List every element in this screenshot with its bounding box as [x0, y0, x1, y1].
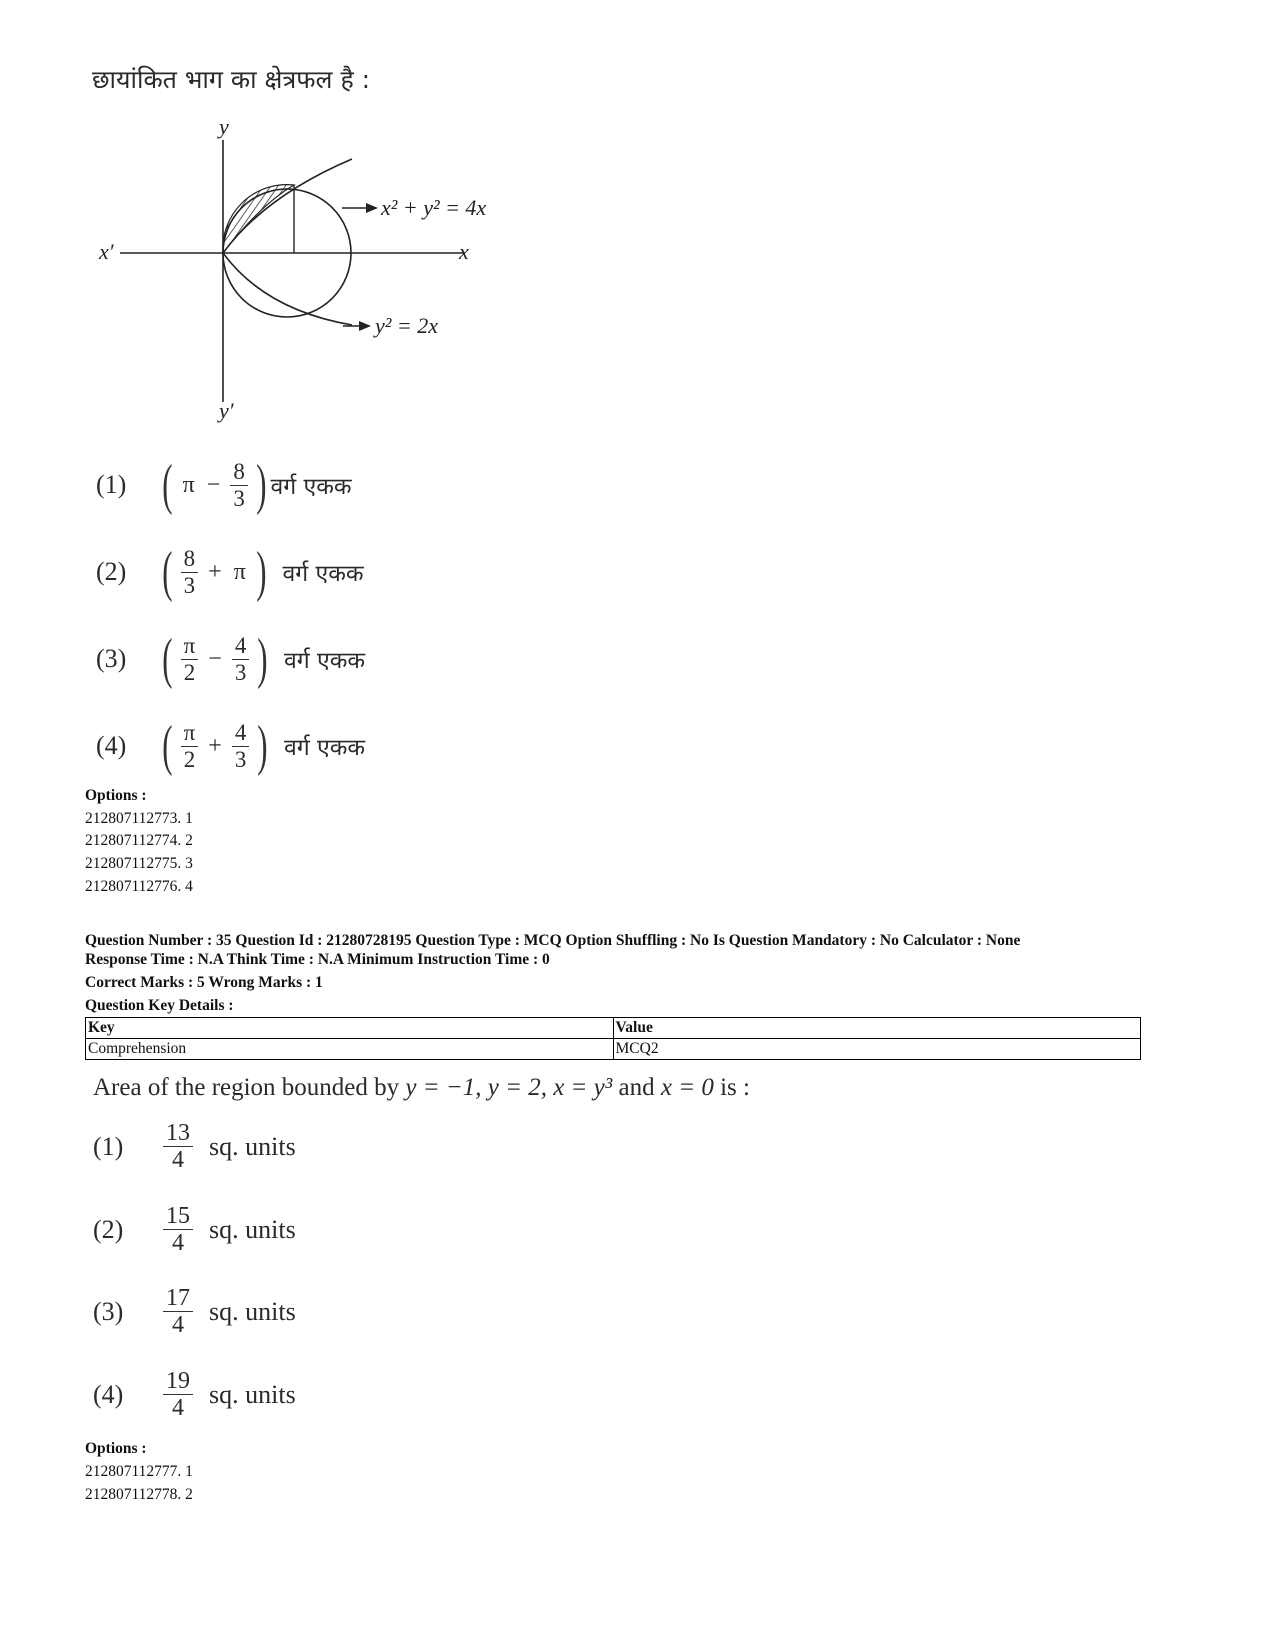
table-cell: Comprehension [86, 1039, 614, 1060]
question-prefix: Area of the region bounded by [93, 1074, 400, 1101]
option-operator: − [208, 645, 222, 672]
option-unit: वर्ग एकक [270, 474, 352, 500]
parabola-curve-lower [223, 253, 352, 325]
q35-option-id: 212807112778. 2 [85, 1486, 193, 1503]
q35-option-1 [93, 1120, 296, 1174]
option-unit: sq. units [209, 1214, 296, 1244]
table-row [86, 1039, 1141, 1060]
q34-options-label: Options : [85, 787, 147, 804]
q35-marks: Correct Marks : 5 Wrong Marks : 1 [85, 974, 323, 991]
fraction-numerator: 15 [163, 1203, 193, 1230]
q35-meta-line-1: Question Number : 35 Question Id : 21280728195 Question Type : MCQ Option Shuffling : No Is Question Mandatory : No Calculator : None [85, 932, 1021, 949]
fraction-denominator: 3 [183, 572, 196, 598]
table-cell: MCQ2 [613, 1039, 1141, 1060]
option-number: (1) [96, 470, 127, 499]
q34-option-id: 212807112776. 4 [85, 878, 193, 895]
fraction-numerator: 8 [181, 546, 199, 572]
fraction-numerator: π [181, 720, 199, 746]
fraction-denominator: 4 [172, 1395, 184, 1422]
option-term: π [233, 558, 246, 585]
x-prime-label: x′ [99, 239, 114, 264]
fraction-numerator: 4 [232, 720, 250, 746]
question-35-text [93, 1074, 750, 1102]
fraction-denominator: 2 [183, 746, 196, 772]
q35-option-3 [93, 1285, 296, 1339]
option-number: (2) [96, 557, 127, 586]
option-number: (2) [93, 1214, 124, 1244]
table-header-row [86, 1018, 1141, 1039]
option-number: (3) [93, 1296, 124, 1326]
key-details-table [85, 1017, 1141, 1060]
area-figure [95, 112, 555, 442]
fraction-denominator: 3 [234, 746, 247, 772]
q35-options-label: Options : [85, 1440, 147, 1457]
fraction-numerator: 19 [163, 1368, 193, 1395]
question-and: and [618, 1074, 655, 1101]
arrow-icon [366, 203, 378, 213]
q35-key-details-label: Question Key Details : [85, 997, 234, 1014]
option-unit: sq. units [209, 1131, 296, 1161]
option-number: (1) [93, 1131, 124, 1161]
option-number: (4) [93, 1379, 124, 1409]
q34-option-3: (3) ( $\frac{\pi}{2}$ − $\frac{4}{3}$ ) वर्ग एकक [96, 628, 366, 690]
fraction-denominator: 3 [233, 485, 245, 511]
fraction-denominator: 3 [234, 659, 247, 685]
fraction-numerator: π [181, 633, 199, 659]
option-operator: + [208, 558, 222, 585]
fraction-denominator: 2 [183, 659, 196, 685]
option-unit: sq. units [209, 1296, 296, 1326]
q34-option-4: (4) ( $\frac{\pi}{2}$ + $\frac{4}{3}$ ) वर्ग एकक [96, 715, 366, 777]
y-axis-label: y [219, 114, 229, 139]
fraction-numerator: 4 [232, 633, 250, 659]
fraction-numerator: 13 [163, 1120, 193, 1147]
circle-equation-label: x² + y² = 4x [381, 195, 487, 220]
q35-meta-line-2: Response Time : N.A Think Time : N.A Minimum Instruction Time : 0 [85, 951, 550, 968]
q34-option-id: 212807112773. 1 [85, 810, 193, 827]
fraction-numerator: 17 [163, 1285, 193, 1312]
q34-option-1: (1) ( π − $\frac{8}{3}$ ) वर्ग एकक [96, 454, 352, 516]
option-operator: + [208, 732, 222, 759]
x-axis-label: x [459, 239, 469, 264]
question-math-x0: x = 0 [660, 1074, 714, 1101]
fraction-denominator: 4 [172, 1147, 184, 1174]
table-header-key: Key [86, 1018, 614, 1039]
q35-option-4 [93, 1368, 296, 1422]
fraction-denominator: 4 [172, 1230, 184, 1257]
option-term: π [182, 471, 195, 498]
question-math: y = −1, y = 2, x = y³ [405, 1074, 613, 1101]
question-suffix: is : [720, 1074, 750, 1101]
q34-option-id: 212807112774. 2 [85, 832, 193, 849]
option-unit: वर्ग एकक [283, 648, 366, 674]
q35-option-id: 212807112777. 1 [85, 1463, 193, 1480]
option-number: (3) [96, 644, 127, 673]
option-unit: वर्ग एकक [283, 735, 366, 761]
option-operator: − [206, 471, 221, 498]
fraction-numerator: 8 [230, 459, 248, 485]
q34-option-id: 212807112775. 3 [85, 855, 193, 872]
option-unit: वर्ग एकक [282, 561, 364, 587]
table-header-value: Value [613, 1018, 1141, 1039]
q35-option-2 [93, 1203, 296, 1257]
q34-option-2: (2) ( $\frac{8}{3}$ + π ) वर्ग एकक [96, 541, 364, 603]
question-34-text: छायांकित भाग का क्षेत्रफल है : [92, 65, 371, 94]
parabola-equation-label: y² = 2x [375, 313, 438, 338]
arrow-icon [359, 321, 371, 331]
option-unit: sq. units [209, 1379, 296, 1409]
option-number: (4) [96, 731, 127, 760]
y-prime-label: y′ [219, 398, 234, 423]
fraction-denominator: 4 [172, 1312, 184, 1339]
